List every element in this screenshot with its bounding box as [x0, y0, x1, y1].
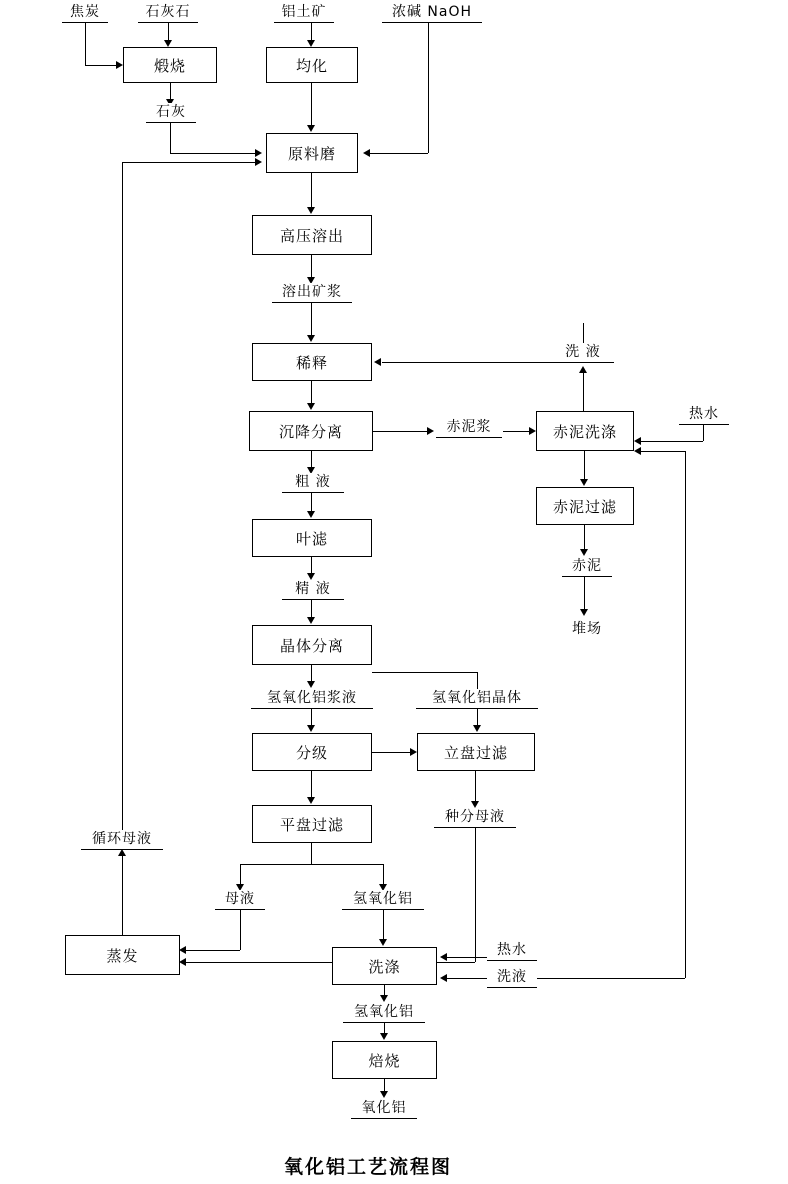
process-box-crystal-separation[interactable] [252, 625, 372, 665]
process-box-label: 稀释 [295, 353, 328, 372]
stream-label-text: 溶出矿浆 [282, 284, 342, 300]
stream-label-hot-water-top [679, 405, 729, 425]
stream-label-text: 循环母液 [92, 831, 152, 847]
arrow-limestone-to-calcine [164, 40, 172, 47]
connector-coke-down [85, 23, 86, 65]
connector-ah-down [383, 910, 384, 939]
arrow-dilution-to-settling [307, 403, 315, 410]
connector-verticaldisc-down [475, 771, 476, 801]
process-box-dilution[interactable] [252, 343, 372, 381]
arrow-motherliquor-to-evaporation [179, 946, 186, 954]
arrow-classification-to-verticaldisc [410, 748, 417, 756]
process-box-leaf-filter[interactable] [252, 519, 372, 557]
connector-washing-return-up [685, 451, 686, 978]
connector-washing-down [384, 985, 385, 995]
stream-label-text: 种分母液 [445, 809, 505, 825]
process-box-flat-disc-filter[interactable] [252, 805, 372, 843]
arrow-washing-return-to-redmudwashing [634, 447, 641, 455]
process-box-label: 焙烧 [368, 1051, 401, 1070]
process-box-settling-separation[interactable] [249, 411, 373, 451]
stream-label-red-mud-slurry [436, 418, 502, 438]
connector-dilution-down [311, 381, 312, 403]
arrow-classification-to-flatdisc [307, 797, 315, 804]
stream-label-text: 石灰 [156, 104, 186, 120]
connector-filtration-down [584, 525, 585, 549]
arrow-refinedliquor-to-crystalsep [307, 617, 315, 624]
stream-label-text: 热水 [497, 942, 527, 958]
arrow-hotwater-to-redmudwashing [634, 437, 641, 445]
connector-roasting-down [384, 1079, 385, 1091]
stream-label-wash-liquor-top [552, 343, 614, 363]
process-box-roasting[interactable] [332, 1041, 437, 1079]
stream-label-seed-mother-liquor [434, 808, 516, 828]
process-box-evaporation[interactable] [65, 935, 180, 975]
connector-classification-down [311, 771, 312, 797]
process-box-label: 叶滤 [295, 529, 328, 548]
process-box-label: 立盘过滤 [443, 743, 508, 762]
stream-label-aluminium-hydroxide-bottom [343, 1003, 425, 1023]
connector-digestion-down [311, 255, 312, 277]
connector-hotwater-left [641, 441, 703, 442]
connector-split-right-down [383, 864, 384, 884]
process-box-label: 煅烧 [153, 56, 186, 75]
arrow-ah-to-washing [379, 939, 387, 946]
stream-label-text: 铝土矿 [281, 4, 327, 20]
process-box-label: 分级 [295, 743, 328, 762]
stream-label-text: 焦炭 [70, 4, 100, 20]
connector-flatdisc-down [311, 843, 312, 864]
process-box-label: 均化 [295, 56, 328, 75]
process-box-red-mud-filtration[interactable] [536, 487, 634, 525]
connector-redmudwashing-up [583, 373, 584, 411]
stream-label-alumina [351, 1099, 417, 1119]
arrow-caustic-to-raw-mill [363, 149, 370, 157]
stream-label-text: 赤泥浆 [446, 419, 492, 435]
arrow-seedliquor-to-evaporation [179, 958, 186, 966]
stream-label-aluminium-hydroxide-crystal [416, 689, 538, 709]
process-box-label: 沉降分离 [278, 422, 343, 441]
connector-washliquor2-left [447, 978, 487, 979]
arrow-redmudslurry-to-washing [529, 427, 536, 435]
process-box-homogenize[interactable] [266, 47, 358, 83]
process-box-vertical-disc-filter[interactable] [417, 733, 535, 771]
stream-label-text: 石灰石 [145, 4, 191, 20]
stream-label-text: 氧化铝 [361, 1100, 407, 1116]
stream-label-text: 氢氧化铝浆液 [267, 690, 357, 706]
connector-settling-right [373, 431, 427, 432]
stream-label-text: 氢氧化铝晶体 [432, 690, 522, 706]
connector-hotwater2-left [447, 957, 487, 958]
stream-label-crude-liquor [282, 473, 344, 493]
connector-motherliquor-left [186, 950, 240, 951]
process-box-red-mud-washing[interactable] [536, 411, 634, 451]
connector-rawmill-down [311, 173, 312, 207]
connector-ahcrystal-down [477, 709, 478, 725]
stream-label-text: 精 液 [295, 581, 331, 597]
process-box-label: 高压溶出 [279, 226, 344, 245]
arrow-rawmill-to-digestion [307, 207, 315, 214]
connector-refinedliquor-down [311, 600, 312, 617]
stream-label-lime [146, 103, 196, 123]
arrow-bauxite-to-homogenize [307, 40, 315, 47]
connector-coke-right [85, 65, 116, 66]
arrow-crudeliquor-to-leaffilter [307, 511, 315, 518]
stream-label-text: 浓碱 NaOH [391, 4, 473, 20]
arrow-coke-to-calcine [116, 61, 123, 69]
stream-label-text: 母液 [225, 891, 255, 907]
arrow-lime-to-raw-mill [255, 149, 262, 157]
connector-redmud-down [584, 577, 585, 609]
stream-label-text: 洗 液 [565, 344, 601, 360]
arrow-evaporation-to-circulating [118, 849, 126, 856]
connector-settling-down [311, 451, 312, 467]
process-box-washing[interactable] [332, 947, 437, 985]
process-box-label: 晶体分离 [279, 636, 344, 655]
connector-washing-return-right [537, 978, 685, 979]
arrow-ahbottom-to-roasting [380, 1033, 388, 1040]
connector-slurry-down [311, 303, 312, 335]
stream-label-wash-liquor-bottom [487, 968, 537, 988]
connector-crudeliquor-down [311, 493, 312, 511]
connector-lime-right [170, 153, 255, 154]
connector-redmudslurry-right [503, 431, 529, 432]
connector-limestone-down [168, 23, 169, 40]
connector-lime-down [170, 123, 171, 153]
stream-label-caustic-soda [382, 3, 482, 23]
stream-label-coke [62, 3, 108, 23]
stream-label-limestone [138, 3, 198, 23]
stream-label-text: 氢氧化铝 [353, 891, 413, 907]
arrow-redmudwashing-to-filtration [580, 479, 588, 486]
arrow-washliquor-to-dilution [374, 358, 381, 366]
stream-label-text: 热水 [689, 406, 719, 422]
arrow-hotwater2-to-washing [440, 953, 447, 961]
connector-classification-right [372, 752, 410, 753]
connector-motherliquor-down [240, 910, 241, 950]
stream-label-hot-water-bottom [487, 941, 537, 961]
process-box-high-pressure-digestion[interactable] [252, 215, 372, 255]
connector-evaporation-up [122, 856, 123, 935]
process-box-label: 蒸发 [106, 946, 139, 965]
stream-label-mother-liquor [215, 890, 265, 910]
connector-hotwater-down [703, 425, 704, 441]
connector-circulating-up [122, 162, 123, 830]
stream-label-text: 堆场 [572, 621, 602, 637]
process-box-label: 赤泥过滤 [552, 497, 617, 516]
connector-washing-return-into-redmud [641, 451, 685, 452]
arrow-circulating-to-rawmill [255, 158, 262, 166]
process-box-label: 洗涤 [368, 957, 401, 976]
stream-label-aluminium-hydroxide-slurry [251, 689, 373, 709]
stream-label-bauxite [274, 3, 334, 23]
diagram-title: 氧化铝工艺流程图 [284, 1156, 453, 1178]
connector-caustic-left [370, 153, 428, 154]
stream-label-red-mud [562, 557, 612, 577]
stream-label-stockyard [562, 618, 612, 638]
connector-homogenize-down [311, 83, 312, 125]
stream-label-text: 粗 液 [295, 474, 331, 490]
arrow-ahcrystal-to-verticaldisc [473, 725, 481, 732]
stream-label-digested-slurry [272, 283, 352, 303]
connector-bauxite-down [311, 23, 312, 40]
arrow-ahslurry-to-classification [307, 725, 315, 732]
connector-circulating-right [122, 162, 255, 163]
arrow-washliquor2-to-washing [440, 974, 447, 982]
arrow-slurry-to-dilution [307, 335, 315, 342]
stream-label-refined-liquor [282, 580, 344, 600]
connector-ahslurry-down [311, 709, 312, 725]
connector-leaffilter-down [311, 557, 312, 573]
stream-label-text: 赤泥 [572, 558, 602, 574]
connector-flatdisc-split [240, 864, 383, 865]
stream-label-text: 洗液 [497, 969, 527, 985]
arrow-redmud-to-stockyard [580, 609, 588, 616]
process-box-label: 赤泥洗涤 [552, 422, 617, 441]
process-box-label: 原料磨 [287, 144, 336, 163]
connector-crystalsep-right [372, 672, 477, 673]
connector-caustic-down [428, 23, 429, 153]
connector-redmudwashing-down [584, 451, 585, 479]
process-box-raw-mill[interactable] [266, 133, 358, 173]
process-box-calcine[interactable] [123, 47, 217, 83]
arrow-settling-to-redmudslurry [427, 427, 434, 435]
arrow-homogenize-to-raw-mill [307, 125, 315, 132]
connector-seedliquor-down [475, 828, 476, 962]
process-box-classification[interactable] [252, 733, 372, 771]
arrow-redmudwashing-to-washliquor [579, 366, 587, 373]
connector-crystalsep-down [311, 665, 312, 681]
stream-label-aluminium-hydroxide-mid [342, 890, 424, 910]
connector-ahbottom-down [384, 1023, 385, 1033]
stream-label-circulating-mother-liquor [81, 830, 163, 850]
stream-label-text: 氢氧化铝 [354, 1004, 414, 1020]
process-box-label: 平盘过滤 [279, 815, 344, 834]
connector-split-left-down [240, 864, 241, 884]
